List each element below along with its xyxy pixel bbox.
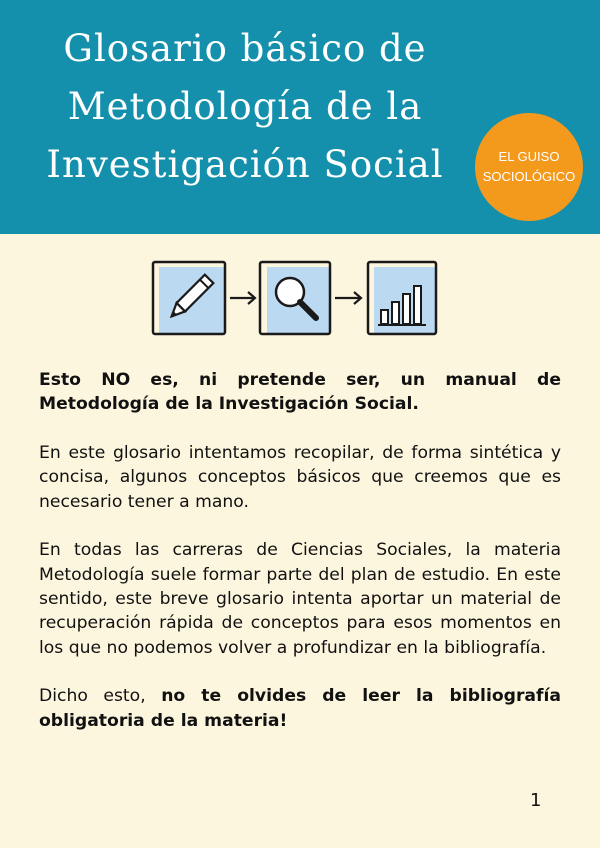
arrow-right-icon bbox=[335, 292, 361, 304]
intro-text bbox=[39, 368, 561, 733]
paragraph-context: En todas las carreras de Ciencias Sociales, la materia Metodología suele formar parte del plan de estudio. En este sentido, este breve glosario intenta aportar un material de recuperación rápida de conceptos para esos momentos en los que no podemos volver a profundizar en la bibliografía. bbox=[39, 540, 561, 658]
paragraph-purpose: En este glosario intentamos recopilar, de forma sintética y concisa, algunos conceptos básicos que creemos que es necesario tener a mano. bbox=[39, 443, 561, 512]
header-banner bbox=[0, 0, 600, 234]
title-line-1: Glosario básico de bbox=[63, 27, 427, 70]
paragraph-disclaimer bbox=[39, 368, 561, 417]
title-line-3: Investigación Social bbox=[46, 143, 444, 186]
pencil-icon bbox=[153, 262, 225, 335]
title-line-2: Metodología de la bbox=[67, 85, 423, 128]
magnifier-icon bbox=[260, 262, 330, 335]
brand-badge bbox=[475, 113, 583, 221]
page-number: 1 bbox=[530, 790, 542, 811]
badge-line-1: EL GUISO bbox=[498, 149, 560, 164]
badge-line-2: SOCIOLÓGICO bbox=[482, 169, 576, 184]
bar-chart-icon bbox=[368, 262, 436, 335]
reminder-emphasis: no te olvides de leer la bibliografía obligatoria de la materia! bbox=[39, 686, 561, 731]
arrow-right-icon bbox=[230, 292, 255, 304]
process-illustration bbox=[150, 258, 440, 342]
disclaimer-text: Esto NO es, ni pretende ser, un manual de Metodología de la Investigación Social. bbox=[39, 370, 561, 415]
page-title bbox=[30, 20, 460, 194]
reminder-lead: Dicho esto, bbox=[39, 686, 162, 707]
paragraph-reminder bbox=[39, 684, 561, 733]
